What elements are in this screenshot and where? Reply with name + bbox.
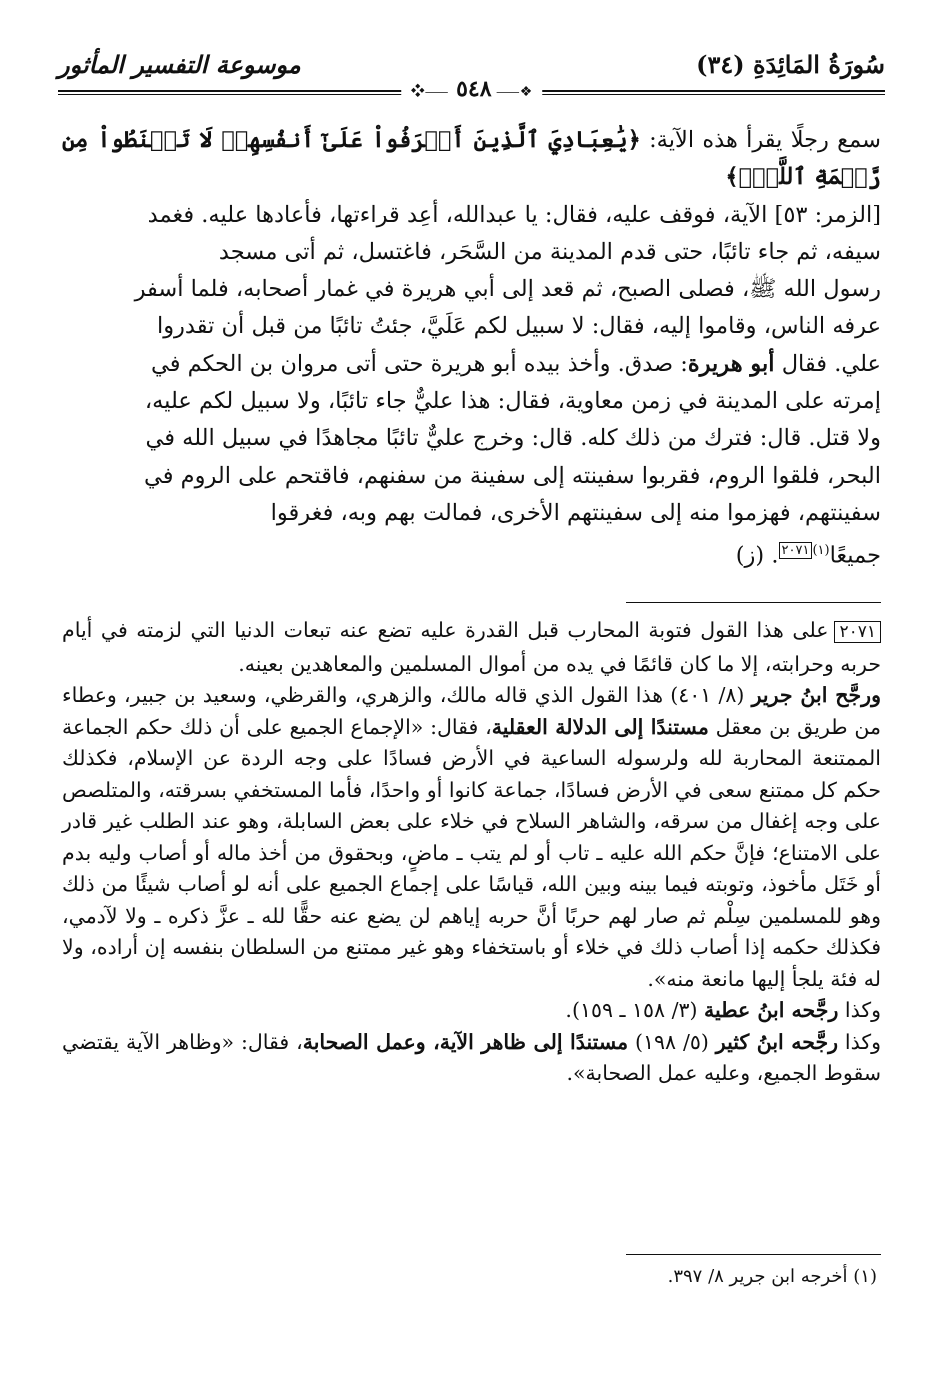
section-divider <box>626 602 881 603</box>
line-text: . (ز) <box>735 542 779 569</box>
text-line <box>62 532 881 575</box>
narrator-name: أبو هريرة <box>687 350 775 377</box>
footnote: (١) أخرجه ابن جرير ٨/ ٣٩٧. <box>667 1266 877 1287</box>
text-line: البحر، فلقوا الروم، فقربوا سفينته إلى سفينة من سفنهم، فاقتحم على الروم في <box>144 462 881 489</box>
line-text: سمع رجلًا يقرأ هذه الآية: <box>640 127 882 153</box>
scholar-tarjih: ورجَّح ابنُ جرير <box>751 683 881 707</box>
commentary-ref-box[interactable]: ٢٠٧١ <box>779 542 813 559</box>
commentary-text: (٣/ ١٥٨ ـ ١٥٩). <box>565 998 705 1022</box>
main-text <box>62 122 881 575</box>
scholar-tarjih: رجَّحه ابنُ كثير <box>715 1029 839 1054</box>
line-text: جميعًا <box>829 542 881 569</box>
line-text: علي. فقال <box>774 350 881 377</box>
text-line: [الزمر: ٥٣] الآية، فوقف عليه، فقال: يا عبدالله، أعِد قراءتها، فأعادها عليه. فغمد <box>147 201 881 228</box>
text-line: سيفه، ثم جاء تائبًا، حتى قدم المدينة من السَّحَر، فاغتسل، ثم أتى مسجد <box>218 238 881 265</box>
line-text: : صدق. وأخذ بيده أبو هريرة حتى أتى مروان بن الحكم في <box>150 350 688 377</box>
text-line: سفينتهم، فهزموا منه إلى سفينتهم الأخرى، فمالت بهم وبه، فغرقوا <box>270 499 881 526</box>
text-line: رسول الله ﷺ، فصلى الصبح، ثم قعد إلى أبي هريرة في غمار أصحابه، فلما أسفر <box>134 276 881 303</box>
page-number-block <box>401 76 543 102</box>
commentary-text: (٥/ ١٩٨) <box>628 1029 716 1054</box>
scholar-tarjih: رجَّحه ابنُ عطية <box>704 998 839 1022</box>
footnote-divider <box>626 1254 881 1255</box>
text-line: عرفه الناس، وقاموا إليه، فقال: لا سبيل لكم عَلَيَّ، جئتُ تائبًا من قبل أن تقدروا <box>156 313 881 340</box>
footnote-marker[interactable]: (١) <box>812 543 830 559</box>
ornament-icon: ❖⸺ <box>491 84 533 100</box>
ornament-icon: ⸺❖ <box>410 84 449 100</box>
text-line: ولا قتل. قال: فترك من ذلك كله. قال: وخرج عليٌّ تائبًا مجاهدًا في سبيل الله في <box>145 425 881 452</box>
text-line <box>62 346 881 383</box>
surah-heading: سُورَةُ المَائِدَةِ (٣٤) <box>696 50 885 79</box>
commentary-section <box>62 615 881 1090</box>
commentary-text: على هذا القول فتوبة المحارب قبل القدرة عليه تضع عنه تبعات الدنيا التي لزمته في أيام حربه وحرابته، إلا ما كان قائمًا في يده من أموال المسلمين والمعاهدين بعينه. <box>62 618 881 676</box>
evidence-label: مستندًا إلى الدلالة العقلية <box>491 714 709 739</box>
page-number: ٥٤٨ <box>456 76 492 102</box>
commentary-paragraph <box>62 995 881 1027</box>
page-header <box>58 46 885 102</box>
commentary-paragraph <box>62 680 881 995</box>
commentary-number: ٢٠٧١ <box>834 621 881 643</box>
text-line <box>62 122 881 197</box>
text-line: إمرته على المدينة في زمن معاوية، فقال: هذا عليٌّ جاء تائبًا، ولا سبيل لكم عليه، <box>144 388 881 415</box>
commentary-text: وكذا <box>838 998 881 1022</box>
commentary-text: ، فقال: «الإجماع الجميع على أن ذلك حكم الجماعة الممتنعة المحاربة لله ولرسوله الساعية في الأرض فسادًا على وجه الردة عن الإسلام، فكذلك حكم كل ممتنع سعى في الأرض فسادًا، جماعة كانوا أو واحدًا، فأما المستخفي بسرقته، والمتلصص على وجه إغفال من سرقه، والشاهر السلاح في خلاء على بعض السابلة، وهو عند الطلب غير قادر على الامتناع؛ فإنَّ حكم الله عليه ـ تاب أو لم يتب ـ ماضٍ، وبحقوق من أخذ ماله أو أصاب وليه بدم أو خَتَل مأخوذ، وتوبته فيما بينه وبين الله، قياسًا على إجماع الجميع على أنه لو أصاب شيئًا من ذلك وهو للمسلمين سِلْم ثم صار لهم حربًا أنَّ حربه إياهم لن يضع عنه حقًّا لله ـ عزَّ ذكره ـ ولا لآدمي، فكذلك حكمه إذا أصاب ذلك في خلاء أو باستخفاء وهو غير ممتنع من السلطان بنفسه إن أراده، ولا له فئة يلجأ إليها مانعة منه». <box>62 714 881 991</box>
commentary-text: وكذا <box>838 1029 882 1054</box>
evidence-label: مستندًا إلى ظاهر الآية، وعمل الصحابة <box>302 1029 629 1054</box>
commentary-paragraph <box>62 1027 881 1090</box>
book-title: موسوعة التفسير المأثور <box>58 50 301 79</box>
commentary-text: (٨/ ٤٠١) هذا القول الذي قاله مالك، والزهري، والقرظي، وسعيد بن جبير، وعطاء من طريق بن معقل <box>62 683 881 739</box>
commentary-paragraph <box>62 615 881 680</box>
commentary-text: ، فقال: «وظاهر الآية يقتضي سقوط الجميع، وعليه عمل الصحابة». <box>62 1029 881 1085</box>
quran-verse: ﴿يَٰعِبَادِيَ ٱلَّذِينَ أَسۡرَفُواْ عَلَىٰٓ أَنفُسِهِمۡ لَا تَقۡنَطُواْ مِن رَّحۡمَةِ ٱللَّهِۚ﴾ <box>62 127 881 191</box>
